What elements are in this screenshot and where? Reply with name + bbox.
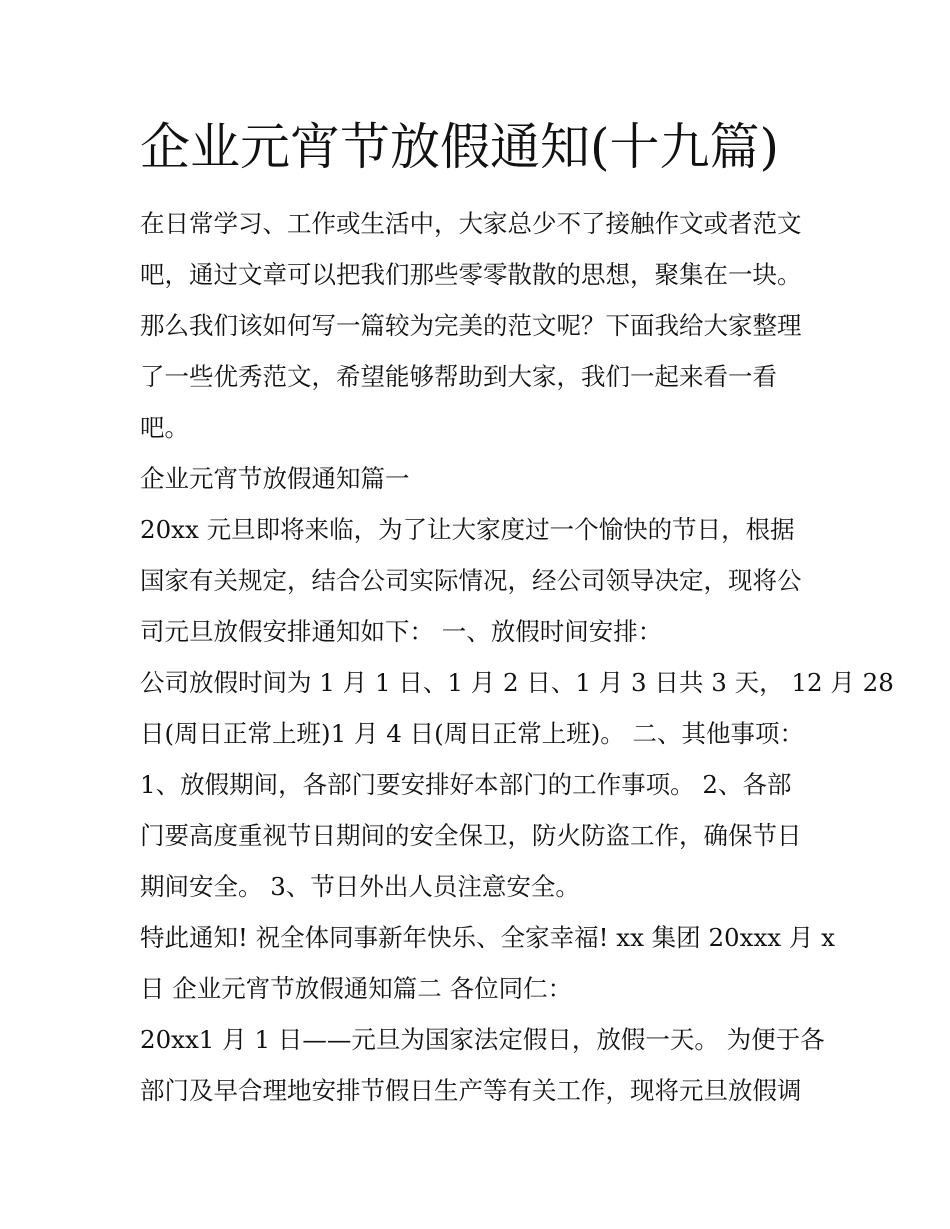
text-line: 国家有关规定，结合公司实际情况，经公司领导决定，现将公 — [140, 566, 802, 595]
text-line: 期间安全。 3、节日外出人员注意安全。 — [140, 872, 580, 901]
document-body — [140, 198, 894, 1116]
text-line: 了一些优秀范文，希望能够帮助到大家，我们一起来看一看 — [140, 362, 777, 391]
section-heading: 企业元宵节放假通知篇一 — [140, 464, 410, 493]
text-line: 在日常学习、工作或生活中，大家总少不了接触作文或者范文 — [140, 209, 802, 238]
text-line: 20xx1 月 1 日——元旦为国家法定假日，放假一天。 为便于各 — [140, 1025, 825, 1054]
text-line: 门要高度重视节日期间的安全保卫，防火防盗工作，确保节日 — [140, 821, 802, 850]
text-line: 20xx 元旦即将来临，为了让大家度过一个愉快的节日，根据 — [140, 515, 795, 544]
text-line: 公司放假时间为 1 月 1 日、1 月 2 日、1 月 3 日共 3 天， 12 月 28 — [140, 668, 894, 697]
text-line: 日 企业元宵节放假通知篇二 各位同仁： — [140, 974, 573, 1003]
text-line: 司元旦放假安排通知如下： 一、放假时间安排： — [140, 617, 663, 646]
text-line: 吧。 — [140, 413, 189, 442]
text-line: 特此通知! 祝全体同事新年快乐、全家幸福! xx 集团 20xxx 月 x — [140, 923, 835, 952]
text-line: 日(周日正常上班)1 月 4 日(周日正常上班)。 二、其他事项： — [140, 719, 805, 748]
document-title: 企业元宵节放假通知(十九篇) — [140, 118, 780, 176]
text-line: 那么我们该如何写一篇较为完美的范文呢？下面我给大家整理 — [140, 311, 802, 340]
text-line: 吧，通过文章可以把我们那些零零散散的思想，聚集在一块。 — [140, 260, 802, 289]
text-line: 部门及早合理地安排节假日生产等有关工作，现将元旦放假调 — [140, 1076, 802, 1105]
text-line: 1、放假期间，各部门要安排好本部门的工作事项。 2、各部 — [140, 770, 792, 799]
